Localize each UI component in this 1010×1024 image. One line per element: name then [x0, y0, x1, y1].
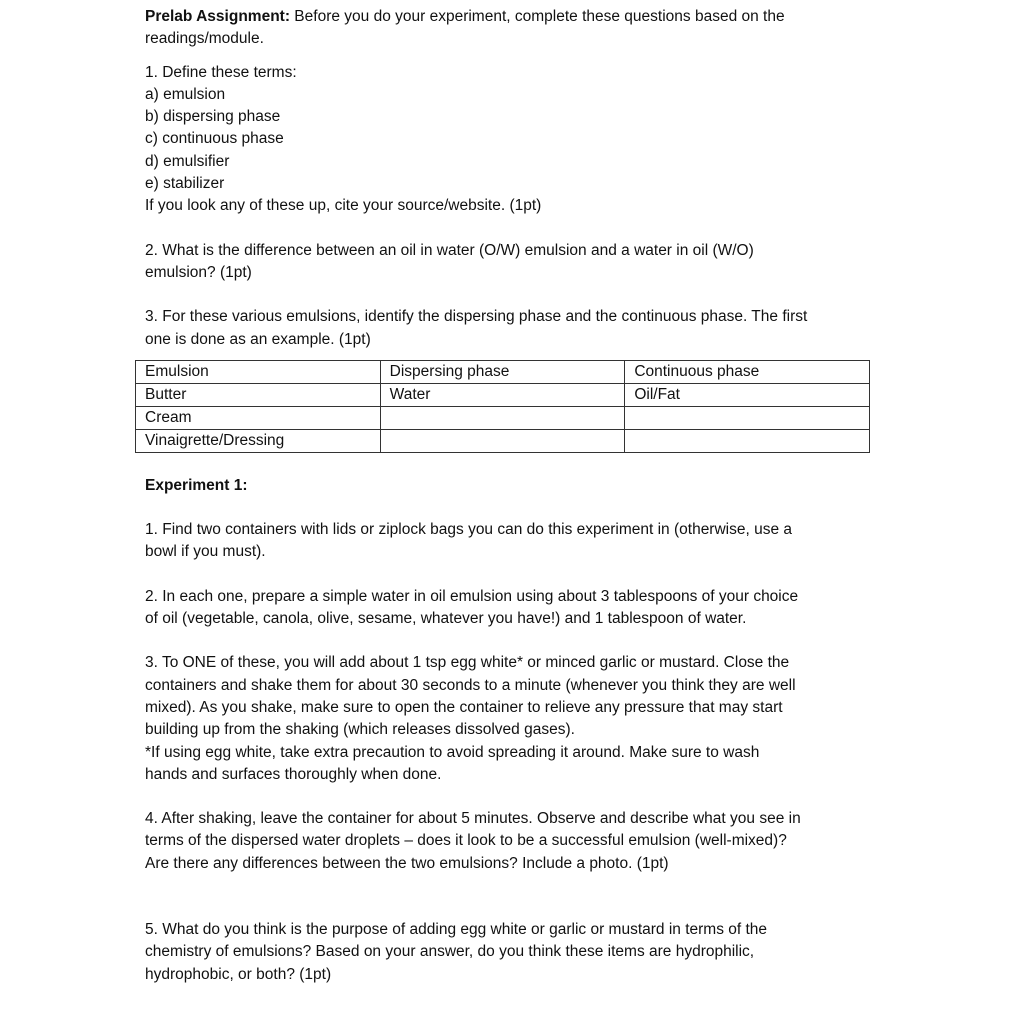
step3-line5: *If using egg white, take extra precaution to avoid spreading it around. Make sure to wash [145, 743, 760, 761]
table-cell [625, 406, 870, 429]
table-header-cell: Continuous phase [625, 360, 870, 383]
emulsion-table [135, 360, 870, 453]
step3-line1: 3. To ONE of these, you will add about 1 tsp egg white* or minced garlic or mustard. Close the [145, 654, 790, 672]
step3-line4: building up from the shaking (which releases dissolved gases). [145, 721, 575, 739]
step4-line2: terms of the dispersed water droplets – does it look to be a successful emulsion (well-mixed)? [145, 832, 787, 850]
table-header-cell: Dispersing phase [380, 360, 625, 383]
step3-line6: hands and surfaces thoroughly when done. [145, 765, 442, 783]
step4-line1: 4. After shaking, leave the container for about 5 minutes. Observe and describe what you see in [145, 810, 801, 828]
prelab-intro [145, 6, 875, 28]
q3-line1: 3. For these various emulsions, identify the dispersing phase and the continuous phase. The first [145, 308, 808, 326]
experiment-heading [145, 475, 875, 497]
q1-term-a: a) emulsion [145, 85, 226, 103]
table-header-row [136, 360, 870, 383]
table-row [136, 429, 870, 452]
table-cell: Oil/Fat [625, 383, 870, 406]
q3-line2: one is done as an example. (1pt) [145, 330, 371, 348]
table-row [136, 406, 870, 429]
table-row [136, 383, 870, 406]
q2-line1: 2. What is the difference between an oil in water (O/W) emulsion and a water in oil (W/O) [145, 241, 754, 259]
document-page [145, 6, 875, 986]
prelab-heading: Prelab Assignment: [145, 8, 290, 25]
table-cell: Cream [136, 406, 381, 429]
step1-line2: bowl if you must). [145, 543, 266, 561]
table-cell: Butter [136, 383, 381, 406]
step4-line3: Are there any differences between the two emulsions? Include a photo. (1pt) [145, 854, 669, 872]
q1-term-b: b) dispersing phase [145, 108, 281, 126]
q1-term-e: e) stabilizer [145, 175, 225, 193]
table-cell: Water [380, 383, 625, 406]
prelab-intro-line2: readings/module. [145, 30, 264, 48]
step5-line1: 5. What do you think is the purpose of adding egg white or garlic or mustard in terms of the [145, 921, 768, 939]
q1-term-d: d) emulsifier [145, 152, 230, 170]
table-cell [380, 429, 625, 452]
step3-line3: mixed). As you shake, make sure to open the container to relieve any pressure that may start [145, 698, 783, 716]
q1-term-c: c) continuous phase [145, 130, 284, 148]
table-header-cell: Emulsion [136, 360, 381, 383]
step2-line1: 2. In each one, prepare a simple water in oil emulsion using about 3 tablespoons of your choice [145, 587, 799, 605]
prelab-intro-text: Before you do your experiment, complete these questions based on the [290, 8, 785, 25]
step5-line2: chemistry of emulsions? Based on your answer, do you think these items are hydrophilic, [145, 943, 755, 961]
table-cell: Vinaigrette/Dressing [136, 429, 381, 452]
step1-line1: 1. Find two containers with lids or ziplock bags you can do this experiment in (otherwise, use a [145, 521, 793, 539]
q1-title: 1. Define these terms: [145, 63, 297, 81]
q2-line2: emulsion? (1pt) [145, 263, 252, 281]
experiment-heading-text: Experiment 1: [145, 476, 248, 494]
table-cell [625, 429, 870, 452]
q1-note: If you look any of these up, cite your source/website. (1pt) [145, 197, 542, 215]
table-cell [380, 406, 625, 429]
step2-line2: of oil (vegetable, canola, olive, sesame, whatever you have!) and 1 tablespoon of water. [145, 610, 747, 628]
step3-line2: containers and shake them for about 30 seconds to a minute (whenever you think they are well [145, 676, 796, 694]
step5-line3: hydrophobic, or both? (1pt) [145, 965, 332, 983]
